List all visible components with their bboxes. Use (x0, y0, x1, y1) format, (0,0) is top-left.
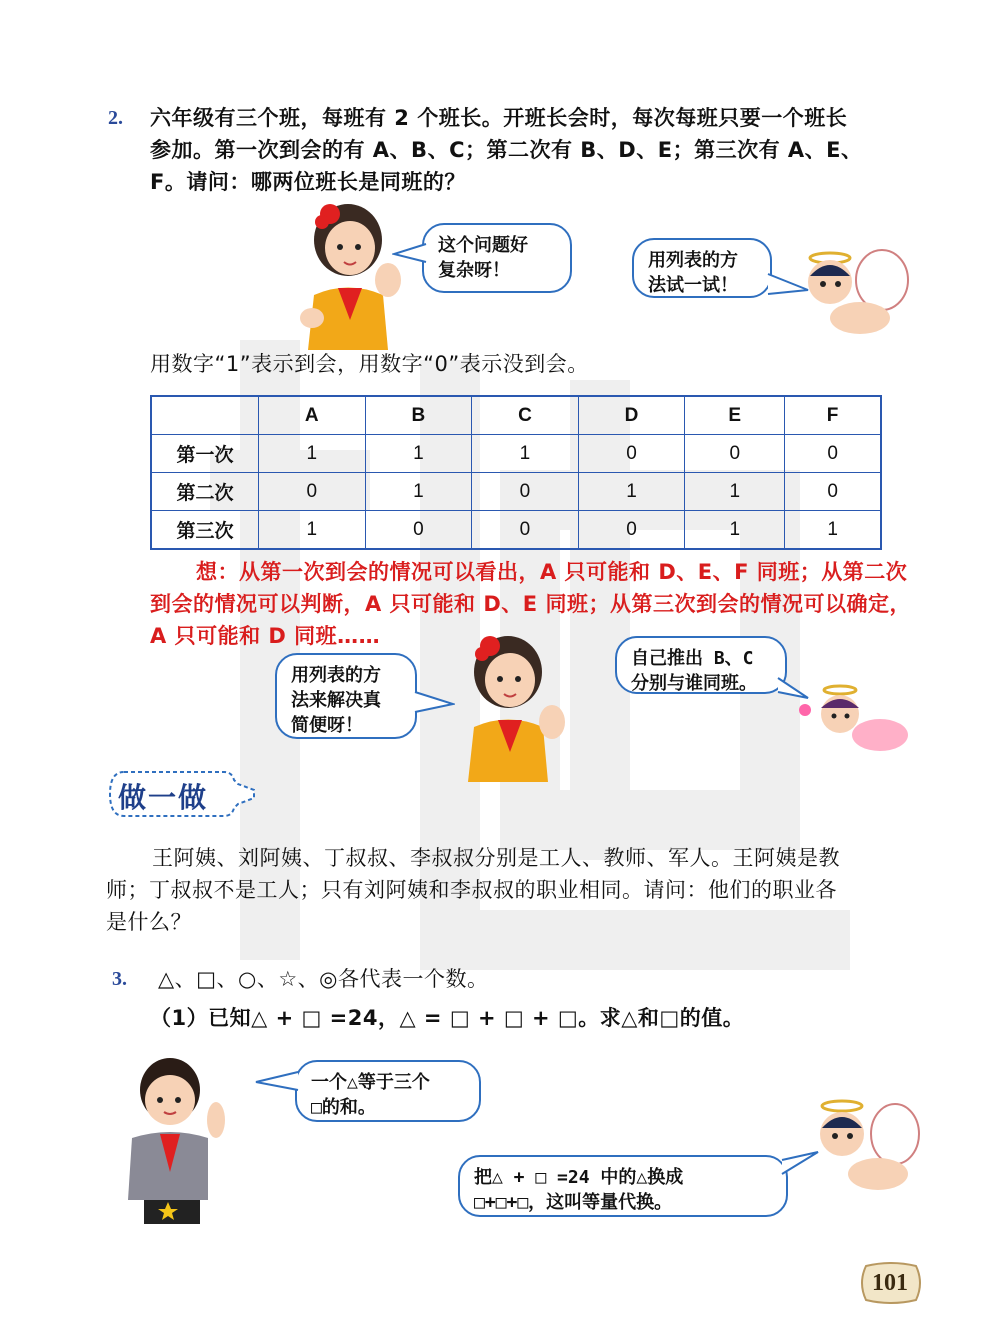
table-row-label: 第一次 (151, 435, 259, 473)
attendance-table (150, 395, 882, 550)
speech-bubble-girl-2: 用列表的方 法来解决真 简便呀！ (275, 653, 417, 739)
angel-illustration (795, 680, 915, 760)
table-cell: 1 (365, 473, 472, 511)
text-line: F。请问：哪两位班长是同班的？ (150, 170, 466, 194)
table-header-cell: F (785, 396, 881, 435)
table-row (151, 473, 881, 511)
text-line: 王阿姨、刘阿姨、丁叔叔、李叔叔分别是工人、教师、军人。王阿姨是教 (152, 846, 840, 870)
problem-number: 2. (108, 107, 123, 129)
speech-bubble-boy: 一个△等于三个 □的和。 (295, 1060, 481, 1122)
table-cell: 1 (365, 435, 472, 473)
text-line: A 只可能和 D 同班…… (150, 624, 381, 648)
table-row-label: 第二次 (151, 473, 259, 511)
table-cell: 0 (685, 435, 785, 473)
problem-3-intro: △、□、○、☆、◎各代表一个数。 (158, 967, 489, 991)
text-line: 师；丁叔叔不是工人；只有刘阿姨和李叔叔的职业相同。请问：他们的职业各 (106, 878, 837, 902)
table-cell: 1 (578, 473, 685, 511)
table-cell: 1 (685, 473, 785, 511)
table-header-cell: A (259, 396, 366, 435)
table-instruction: 用数字“1”表示到会，用数字“0”表示没到会。 (150, 352, 589, 376)
boy-illustration (108, 1050, 238, 1225)
speech-bubble-angel-2: 自己推出 B、C 分别与谁同班。 (615, 636, 787, 694)
text-line: 想：从第一次到会的情况可以看出，A 只可能和 D、E、F 同班；从第二次 (196, 560, 908, 584)
table-cell: 0 (472, 473, 579, 511)
girl-illustration (448, 632, 578, 782)
text-line: 是什么？ (106, 910, 192, 934)
table-cell: 1 (785, 511, 881, 550)
table-cell: 1 (259, 435, 366, 473)
bubble-tail (254, 1070, 300, 1092)
table-header-cell: E (685, 396, 785, 435)
table-header-row (151, 396, 881, 435)
table-header-cell: B (365, 396, 472, 435)
table-cell: 0 (578, 435, 685, 473)
table-cell: 0 (365, 511, 472, 550)
problem-number: 3. (112, 968, 127, 990)
table-cell: 0 (785, 435, 881, 473)
table-cell: 0 (472, 511, 579, 550)
speech-bubble-girl: 这个问题好 复杂呀！ (422, 223, 572, 293)
table-row (151, 511, 881, 550)
try-it-title: 做一做 (118, 781, 209, 814)
speech-bubble-angel-3: 把△ + □ =24 中的△换成 □+□+□，这叫等量代换。 (458, 1155, 788, 1217)
problem-3-part1: （1）已知△ + □ =24，△ = □ + □ + □。求△和□的值。 (150, 1006, 745, 1030)
page-number: 101 (872, 1270, 908, 1296)
problem-2-text (150, 102, 940, 198)
table-cell: 1 (472, 435, 579, 473)
table-header-cell (151, 396, 259, 435)
try-it-text (106, 842, 936, 938)
bubble-tail (392, 242, 428, 264)
girl-illustration (288, 200, 418, 350)
table-header-cell: C (472, 396, 579, 435)
angel-illustration (790, 240, 915, 340)
table-cell: 1 (685, 511, 785, 550)
table-cell: 0 (578, 511, 685, 550)
angel-illustration (800, 1090, 925, 1200)
speech-bubble-angel: 用列表的方 法试一试！ (632, 238, 772, 298)
table-cell: 0 (785, 473, 881, 511)
table-row-label: 第三次 (151, 511, 259, 550)
table-row (151, 435, 881, 473)
text-line: 到会的情况可以判断，A 只可能和 D、E 同班；从第三次到会的情况可以确定， (150, 592, 911, 616)
text-line: 六年级有三个班，每班有 2 个班长。开班长会时，每次每班只要一个班长 (150, 106, 848, 130)
text-line: 参加。第一次到会的有 A、B、C；第二次有 B、D、E；第三次有 A、E、 (150, 138, 863, 162)
table-header-cell: D (578, 396, 685, 435)
table-cell: 1 (259, 511, 366, 550)
table-cell: 0 (259, 473, 366, 511)
